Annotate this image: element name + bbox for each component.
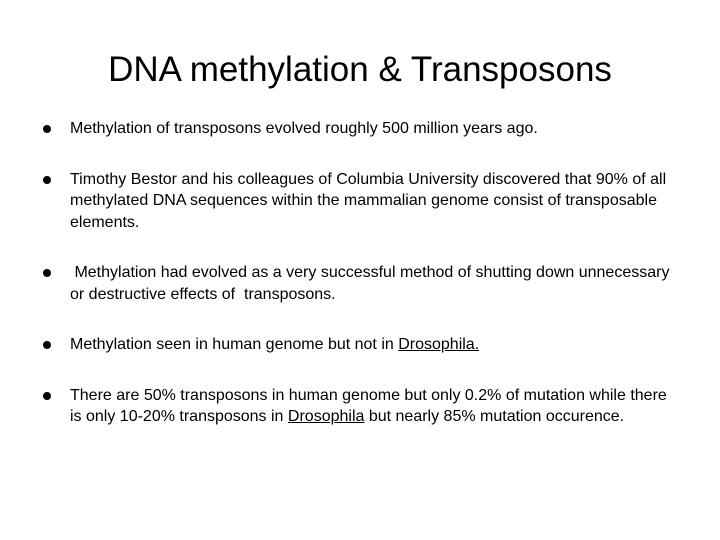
- bullet-item: [38, 334, 678, 356]
- bullet-item: [38, 262, 678, 305]
- bullet-text: Methylation had evolved as a very successful method of shutting down unnecessary or destructive effects of transposons.: [70, 264, 674, 303]
- drosophila-link[interactable]: Drosophila: [287, 408, 365, 425]
- bullet-dot-icon: [43, 341, 51, 349]
- bullet-dot-icon: [43, 392, 51, 400]
- bullet-item: [38, 385, 678, 428]
- drosophila-link[interactable]: Drosophila.: [398, 336, 480, 353]
- bullet-dot-icon: [43, 176, 51, 184]
- bullet-list: [38, 118, 678, 457]
- bullet-item: [38, 169, 678, 234]
- bullet-dot-icon: [43, 125, 51, 133]
- bullet-item: [38, 118, 678, 140]
- slide-title: DNA methylation & Transposons: [108, 50, 612, 90]
- bullet-text: Timothy Bestor and his colleagues of Columbia University discovered that 90% of all methylated DNA sequences within the mammalian genome consist of transposable elements.: [70, 170, 667, 231]
- bullet-text: There are 50% transposons in human genome but only 0.2% of mutation while there is only 10-20% transposons in: [70, 386, 667, 425]
- bullet-dot-icon: [43, 269, 51, 277]
- bullet-text: Methylation of transposons evolved roughly 500 million years ago.: [70, 120, 538, 137]
- bullet-text-end: but nearly 85% mutation occurence.: [364, 408, 625, 425]
- bullet-text: Methylation seen in human genome but not in: [70, 336, 399, 353]
